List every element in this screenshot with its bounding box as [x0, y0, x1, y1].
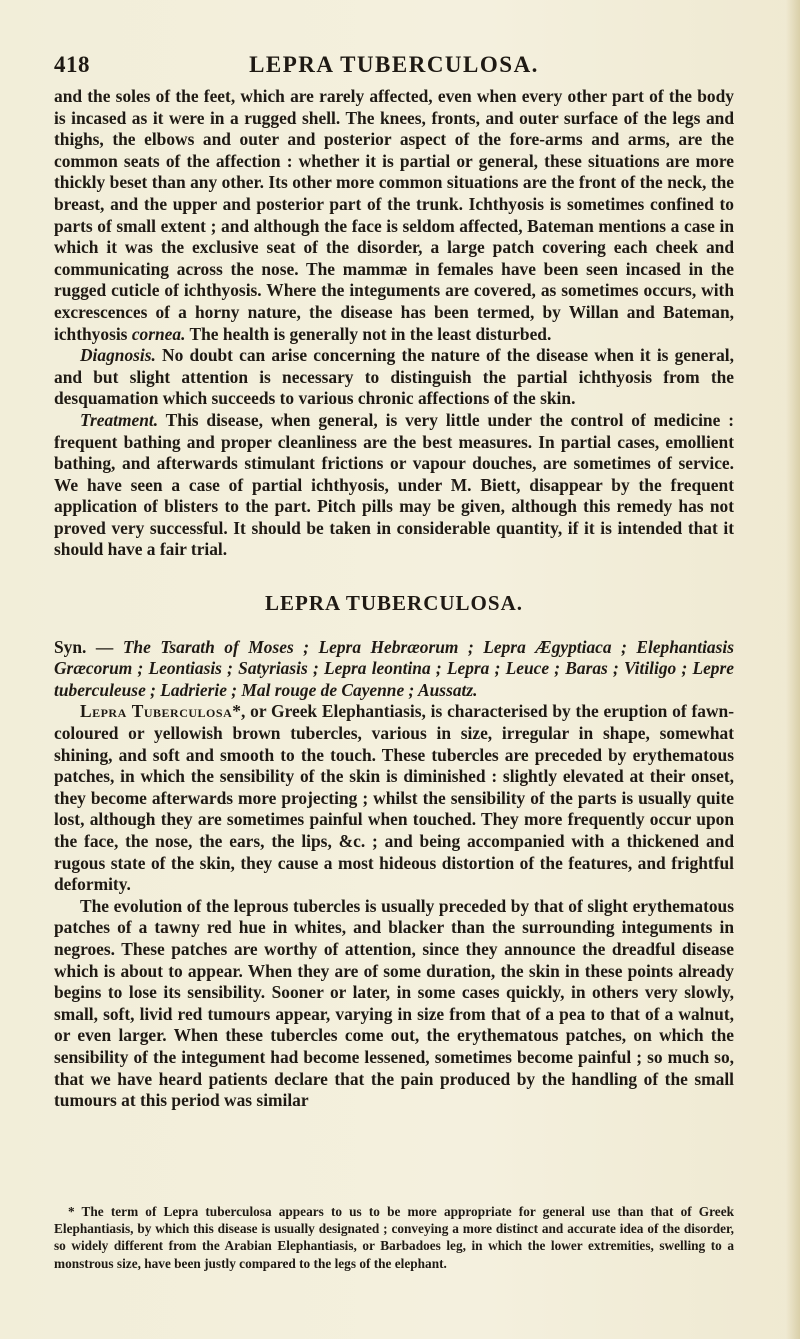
- footnote-text: * The term of Lepra tuberculosa appears to us to be more appropriate for general use than that of Greek Elephantiasis, by which this disease is usually designated ; conveying a more distinct and accurate idea of the disorder, so widely different from the Arabian Elephantiasis, or Barbadoes leg, in which the lower extremities, swelling to a monstrous size, have been justly compared to the legs of the elephant.: [54, 1204, 734, 1271]
- section-title: LEPRA TUBERCULOSA.: [264, 591, 523, 616]
- footnote: [54, 1203, 734, 1272]
- page-number: 418: [54, 52, 90, 77]
- synonyms-label: Syn. —: [54, 636, 114, 657]
- italic-term: cornea.: [131, 323, 186, 344]
- paragraph-ichthyosis-continued: and the soles of the feet, which are rarely affected, even when every other part of the body is incased as it were in a rugged shell. The knees, fronts, and outer surface of the legs and thighs, the elbows and outer and posterior aspect of the fore-arms and arms, are the common seats of the affection : whether it is partial or general, these situations are more thickly beset than any other. Its other more common situations are the front of the neck, the breast, and the upper and posterior part of the trunk. Ichthyosis is sometimes confined to parts of small extent ; and although the face is seldom affected, Bateman mentions a case in which it was the exclusive seat of the disorder, a large patch covering each cheek and communicating across the nose. The mammæ in females have been seen incased in the rugged cuticle of ichthyosis. Where the integuments are covered, as sometimes occurs, with excrescences of a horny nature, the disease has been termed, by Willan and Bateman, ichthyosis cornea. The health is generally not in the least disturbed.: [54, 86, 734, 344]
- lepra-term: Lepra Tuberculosa: [80, 701, 233, 722]
- body-text: [54, 86, 734, 1112]
- synonyms-list: The Tsarath of Moses ; Lepra Hebræorum ; Lepra Ægyptiaca ; Elephantiasis Græcorum ; Leontiasis ; Satyriasis ; Lepra leontina ; Lepra ; Leuce ; Baras ; Vitiligo ; Lepre tuberculeuse ; Ladrierie ; Mal rouge de Cayenne ; Aussatz.: [54, 636, 734, 700]
- paragraph-diagnosis: Diagnosis. No doubt can arise concerning the nature of the disease when it is general, and but slight attention is necessary to distinguish the partial ichthyosis from the desquamation which succeeds to various chronic affections of the skin.: [54, 345, 734, 409]
- page-edge-shadow: [786, 0, 800, 1339]
- footnote-marker: *: [232, 701, 241, 722]
- paragraph-lepra-definition: Lepra Tuberculosa*, or Greek Elephantiasis, is characterised by the eruption of fawn-coloured or yellowish brown tubercles, various in size, irregular in shape, somewhat shining, and soft and smooth to the touch. These tubercles are preceded by erythematous patches, in which the sensibility of the skin is diminished : slightly elevated at their onset, they become afterwards more projecting ; whilst the sensibility of the parts is usually quite lost, although they are sometimes painful when touched. They more frequently occur upon the face, the nose, the ears, the lips, &c. ; and being accompanied with a thickened and rugous state of the skin, they cause a most hideous distortion of the features, and frightful deformity.: [54, 701, 734, 895]
- paragraph-evolution: The evolution of the leprous tubercles is usually preceded by that of slight erythematous patches of a tawny red hue in whites, and blacker than the surrounding integuments in negroes. These patches are worthy of attention, since they announce the dreadful disease which is about to appear. When they are of some duration, the skin in these points already begins to lose its sensibility. Sooner or later, in some cases quickly, in others very slowly, small, soft, livid red tumours appear, varying in size from that of a pea to that of a walnut, or even larger. When these tubercles come out, the erythematous patches, on which the sensibility of the integument had become lessened, sometimes become painful ; so much so, that we have heard patients declare that the pain produced by the handling of the small tumours at this period was similar: [54, 895, 734, 1111]
- page-header: [54, 52, 734, 82]
- running-head: LEPRA TUBERCULOSA.: [249, 52, 539, 77]
- diagnosis-heading: Diagnosis.: [80, 345, 156, 366]
- paragraph-synonyms: [54, 637, 734, 702]
- paragraph-treatment: Treatment. This disease, when general, is very little under the control of medicine : frequent bathing and proper cleanliness are the best measures. In partial cases, emollient bathing, and afterwards stimulant frictions or vapour douches, are sometimes of service. We have seen a case of partial ichthyosis, under M. Biett, disappear by the frequent application of blisters to the part. Pitch pills may be given, although this remedy has not proved very successful. It should be taken in considerable quantity, if it is intended that it should have a fair trial.: [54, 409, 734, 560]
- treatment-heading: Treatment.: [80, 409, 159, 430]
